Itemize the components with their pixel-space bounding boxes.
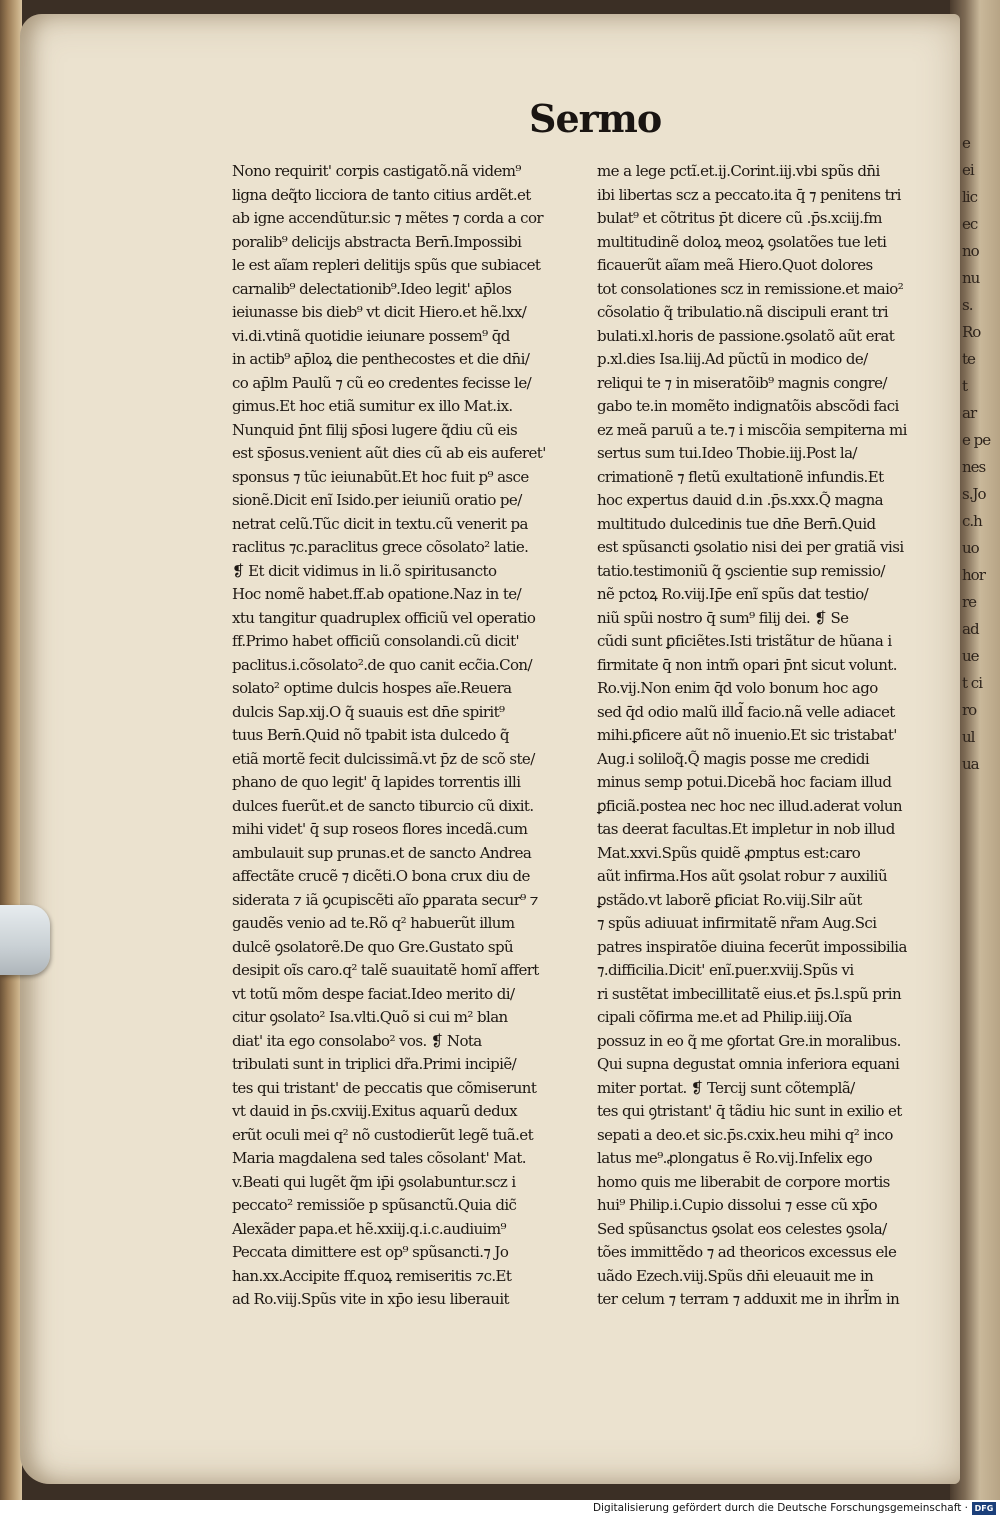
facing-page-line: ei — [962, 161, 974, 179]
text-line: multitudo dulcedinis tue dn̄e Bern̄.Quid — [597, 514, 876, 533]
text-line: erũt oculi mei q² nõ custodierũt legẽ tuã.et — [232, 1125, 534, 1144]
facing-page-line: e — [962, 134, 970, 152]
text-line: ambulauit sup prunas.et de sancto Andrea — [232, 843, 532, 862]
text-line: bulati.xl.horis de passione.ꝯsolatõ aũt erat — [597, 326, 895, 345]
text-line: dulcẽ ꝯsolatorẽ.De quo Gre.Gustato spũ — [232, 937, 514, 956]
page-tab-marker — [0, 905, 50, 975]
text-line: Hoc nomẽ habet.ff.ab opatione.Naz in te/ — [232, 585, 522, 603]
text-line: homo quis me liberabit de corpore mortis — [597, 1172, 890, 1191]
text-line: miter portat. ❡ Tercij sunt cõtemplã/ — [597, 1078, 855, 1097]
text-line: bulat⁹ et cõtritus p̄t dicere cũ .p̄s.xciij.fm — [597, 209, 882, 227]
text-line: gaudẽs venio ad te.Rõ q² habuerũt illum — [232, 914, 515, 932]
facing-page-line: ul — [962, 728, 975, 746]
facing-page-line: t ci — [962, 674, 982, 692]
facing-page-line: ro — [962, 701, 977, 719]
text-line: mihi.ꝑficere aũt nõ inuenio.Et sic tristabat' — [597, 726, 897, 744]
text-line: tot consolationes scz in remissione.et maio² — [597, 279, 904, 298]
text-line: ff.Primo habet officiũ consolandi.cũ dicit' — [232, 632, 520, 650]
text-line: cõsolatio q̃ tribulatio.nã discipuli erant tri — [597, 303, 888, 321]
text-line: Peccata dimittere est op⁹ spũsancti.⁊ Jo — [232, 1243, 509, 1261]
text-line: ab igne accendũtur.sic ⁊ mẽtes ⁊ corda a cor — [232, 209, 543, 227]
text-line: Qui supna degustat omnia inferiora equani — [597, 1055, 900, 1073]
text-line: gabo te.in momẽto indignatõis abscõdi faci — [597, 397, 899, 415]
text-line: xtu tangitur quadruplex officiũ vel operatio — [232, 608, 536, 627]
text-line: tuus Bern̄.Quid nõ tpabit ista dulcedo q̃ — [232, 726, 509, 744]
text-line: han.xx.Accipite ff.quoꝝ remiseritis ⁊c.Et — [232, 1266, 512, 1285]
text-line: tribulati sunt in triplici dr̃a.Primi incipiẽ/ — [232, 1055, 517, 1073]
running-head: Sermo — [529, 96, 662, 141]
text-line: nẽ pctoꝝ Ro.viij.Ip̄e enĩ spũs dat testio/ — [597, 585, 869, 603]
text-line: ieiunasse bis dieb⁹ vt dicit Hiero.et hẽ.lxx/ — [232, 303, 527, 321]
text-line: dulces fuerũt.et de sancto tiburcio cũ dixit. — [232, 796, 534, 815]
text-line: aũt infirma.Hos aũt ꝯsolat robur ⁊ auxiliũ — [597, 867, 888, 885]
text-line: minus semp potui.Dicebã hoc faciam illud — [597, 773, 892, 791]
text-line: sionẽ.Dicit enĩ Isido.per ieiuniũ oratio pe/ — [232, 491, 522, 509]
text-line: Nono requirit' corpis castigatõ.nã videm⁹ — [232, 162, 521, 180]
text-line: Sed spũsanctus ꝯsolat eos celestes ꝯsola/ — [597, 1219, 887, 1238]
text-line: desipit oĩs caro.q² talẽ suauitatẽ homĩ affert — [232, 961, 539, 979]
text-line: vi.di.vtinã quotidie ieiunare possem⁹ q̄d — [232, 326, 510, 345]
facing-page-line: ua — [962, 755, 979, 773]
text-line: phano de quo legit' q̄ lapides torrentis illi — [232, 773, 521, 791]
text-line: ficauerũt aĩam meã Hiero.Quot dolores — [597, 256, 873, 274]
facing-page-line: t — [962, 377, 968, 395]
text-line: tas deerat facultas.Et impletur in nob illud — [597, 820, 895, 838]
text-line: solato² optime dulcis hospes aĩe.Reuera — [232, 679, 512, 697]
text-line: Maria magdalena sed tales cõsolant' Mat. — [232, 1149, 526, 1167]
text-line: Alexãder papa.et hẽ.xxiij.q.i.c.audiuim⁹ — [232, 1219, 506, 1238]
facing-page-text-fragment — [962, 130, 1000, 1250]
text-line: ri sustẽtat imbecillitatẽ eius.et p̄s.l.spũ prin — [597, 984, 902, 1003]
text-line: multitudinẽ doloꝝ meoꝝ ꝯsolatões tue leti — [597, 232, 887, 251]
text-line: co ap̄lm Paulũ ⁊ cũ eo credentes fecisse le/ — [232, 373, 532, 392]
text-line: Aug.i soliloq̃.Q̃ magis posse me credidi — [597, 749, 870, 768]
text-line: tões immittẽdo ⁊ ad theoricos excessus ele — [597, 1243, 897, 1261]
text-line: latus me⁹.ꝓlongatus ẽ Ro.vij.Infelix ego — [597, 1149, 873, 1167]
facing-page-line: e pe — [962, 431, 991, 449]
text-line: tes qui tristant' de peccatis que cõmiserunt — [232, 1078, 537, 1097]
text-line: netrat celũ.Tũc dicit in textu.cũ venerit pa — [232, 514, 528, 533]
text-line: carnalib⁹ delectationib⁹.Ideo legit' ap̄los — [232, 279, 512, 298]
text-line: hui⁹ Philip.i.Cupio dissolui ⁊ esse cũ xp̄o — [597, 1196, 878, 1214]
text-line: affectãte crucẽ ⁊ dicẽti.O bona crux diu de — [232, 867, 530, 885]
text-line: niũ spũi nostro q̄ sum⁹ filij dei. ❡ Se — [597, 608, 849, 627]
text-line: hoc expertus dauid d.in .p̄s.xxx.Q̃ magna — [597, 491, 883, 509]
facing-page-line: ue — [962, 647, 979, 665]
text-line: mihi videt' q̄ sup roseos flores incedã.cum — [232, 820, 528, 838]
text-line: le est aĩam repleri delitijs spũs que subiacet — [232, 256, 541, 274]
text-line: me a lege pctĩ.et.ij.Corint.iij.vbi spũs dn̄i — [597, 162, 880, 180]
text-line: cipali cõfirma me.et ad Philip.iiij.Oĩa — [597, 1008, 852, 1026]
text-line: ter celum ⁊ terram ⁊ adduxit me in ihrl̃m in — [597, 1290, 900, 1308]
text-line: siderata ⁊ iã ꝯcupiscẽti aĩo ꝑparata secur⁹ ⁊ — [232, 890, 538, 909]
text-line: crimationẽ ⁊ fletũ exultationẽ infundis.Et — [597, 467, 884, 486]
text-column-right — [597, 160, 931, 1308]
text-line: possuz in eo q̃ me ꝯfortat Gre.in moralibus. — [597, 1031, 901, 1050]
text-line: in actib⁹ ap̄loꝝ die penthecostes et die dn̄i/ — [232, 350, 530, 368]
text-line: ibi libertas scz a peccato.ita q̄ ⁊ penitens tri — [597, 185, 901, 204]
text-line: ad Ro.viij.Spũs vite in xp̄o iesu liberauit — [232, 1290, 509, 1308]
facing-page-line: re — [962, 593, 977, 611]
facing-page-line: ar — [962, 404, 977, 422]
facing-page-line: uo — [962, 539, 979, 557]
text-line: poralib⁹ delicijs abstracta Bern̄.Impossibi — [232, 232, 522, 251]
text-line: etiã mortẽ fecit dulcissimã.vt p̄z de scõ ste/ — [232, 749, 535, 768]
text-line: raclitus ⁊c.paraclitus grece cõsolato² latie. — [232, 538, 529, 556]
text-line: ❡ Et dicit vidimus in li.õ spiritusancto — [232, 561, 497, 580]
facing-page-line: ad — [962, 620, 979, 638]
text-line: reliqui te ⁊ in miseratõib⁹ magnis congre/ — [597, 373, 887, 392]
text-line: est spũsancti ꝯsolatio nisi dei per gratiã visi — [597, 538, 904, 556]
text-line: diat' ita ego consolabo² vos. ❡ Nota — [232, 1031, 482, 1050]
facing-page-line: nu — [962, 269, 980, 287]
text-line: ⁊.difficilia.Dicit' enĩ.puer.xviij.Spũs vi — [597, 961, 854, 979]
text-line: sponsus ⁊ tũc ieiunabũt.Et hoc fuit p⁹ asce — [232, 467, 529, 486]
text-line: sertus sum tui.Ideo Thobie.iij.Post la/ — [597, 444, 857, 462]
text-line: tes qui ꝯtristant' q̄ tãdiu hic sunt in exilio et — [597, 1102, 902, 1120]
text-line: ⁊ spũs adiuuat infirmitatẽ nr̃am Aug.Sci — [597, 914, 877, 932]
text-line: vt dauid in p̄s.cxviij.Exitus aquarũ dedux — [232, 1102, 517, 1120]
facing-page-line: hor — [962, 566, 985, 584]
text-line: peccato² remissiõe p spũsanctũ.Quia dic̃ — [232, 1196, 517, 1214]
text-line: ꝑstãdo.vt laborẽ ꝑficiat Ro.viij.Silr aũt — [597, 890, 862, 909]
facing-page-line: no — [962, 242, 979, 260]
text-line: Ro.vij.Non enim q̄d volo bonum hoc ago — [597, 679, 878, 697]
page-edge-left — [0, 0, 22, 1500]
text-line: uãdo Ezech.viij.Spũs dn̄i eleuauit me in — [597, 1266, 874, 1285]
text-line: firmitate q̄ non intm̃ opari p̄nt sicut volunt. — [597, 655, 897, 674]
text-line: est sp̄osus.venient aũt dies cũ ab eis auferet' — [232, 444, 546, 462]
text-line: cũdi sunt ꝑficiẽtes.Isti tristãtur de hũana i — [597, 632, 892, 650]
text-line: sed q̄d odio malũ illd̃ facio.nã velle adiacet — [597, 702, 895, 721]
facing-page-line: lic — [962, 188, 977, 206]
text-line: ligna deq̃to licciora de tanto citius ardẽt.et — [232, 185, 531, 204]
facing-page-line: c.h — [962, 512, 982, 530]
text-line: sepati a deo.et sic.p̄s.cxix.heu mihi q² inco — [597, 1125, 893, 1144]
text-line: gimus.Et hoc etiã sumitur ex illo Mat.ix. — [232, 397, 513, 415]
text-column-left — [232, 160, 566, 1308]
text-line: dulcis Sap.xij.O q̃ suauis est dn̄e spirit⁹ — [232, 702, 505, 721]
text-line: citur ꝯsolato² Isa.vlti.Quõ si cui m² blan — [232, 1008, 508, 1026]
text-line: paclitus.i.cõsolato².de quo canit ecc̃ia.Con/ — [232, 655, 532, 674]
dfg-logo: DFG — [972, 1502, 996, 1515]
facing-page-line: te — [962, 350, 975, 368]
facing-page-line: nes — [962, 458, 986, 476]
facing-page-line: s. — [962, 296, 973, 314]
text-line: Mat.xxvi.Spũs quidẽ ꝓmptus est:caro — [597, 843, 861, 862]
facing-page-line: s.Jo — [962, 485, 986, 503]
text-line: ez meã paruũ a te.⁊ i miscõia sempiterna mi — [597, 420, 907, 439]
text-line: Nunquid p̄nt filij sp̄osi lugere q̃diu cũ eis — [232, 420, 518, 439]
text-line: ꝑficiã.postea nec hoc nec illud.aderat volun — [597, 796, 902, 815]
footer-credit: Digitalisierung gefördert durch die Deutsche Forschungsgemeinschaft · — [592, 1502, 968, 1514]
text-line: vt totũ mõm despe faciat.Ideo merito di/ — [232, 984, 515, 1003]
facing-page-line: ec — [962, 215, 978, 233]
facing-page-line: Ro — [962, 323, 981, 341]
text-line: tatio.testimoniũ q̃ ꝯscientie sup remissio/ — [597, 561, 885, 580]
text-line: p.xl.dies Isa.liij.Ad pũctũ in modico de/ — [597, 350, 868, 368]
text-line: v.Beati qui lugẽt q̃m ip̄i ꝯsolabuntur.scz i — [232, 1172, 516, 1191]
text-line: patres inspiratõe diuina fecerũt impossibilia — [597, 937, 907, 956]
